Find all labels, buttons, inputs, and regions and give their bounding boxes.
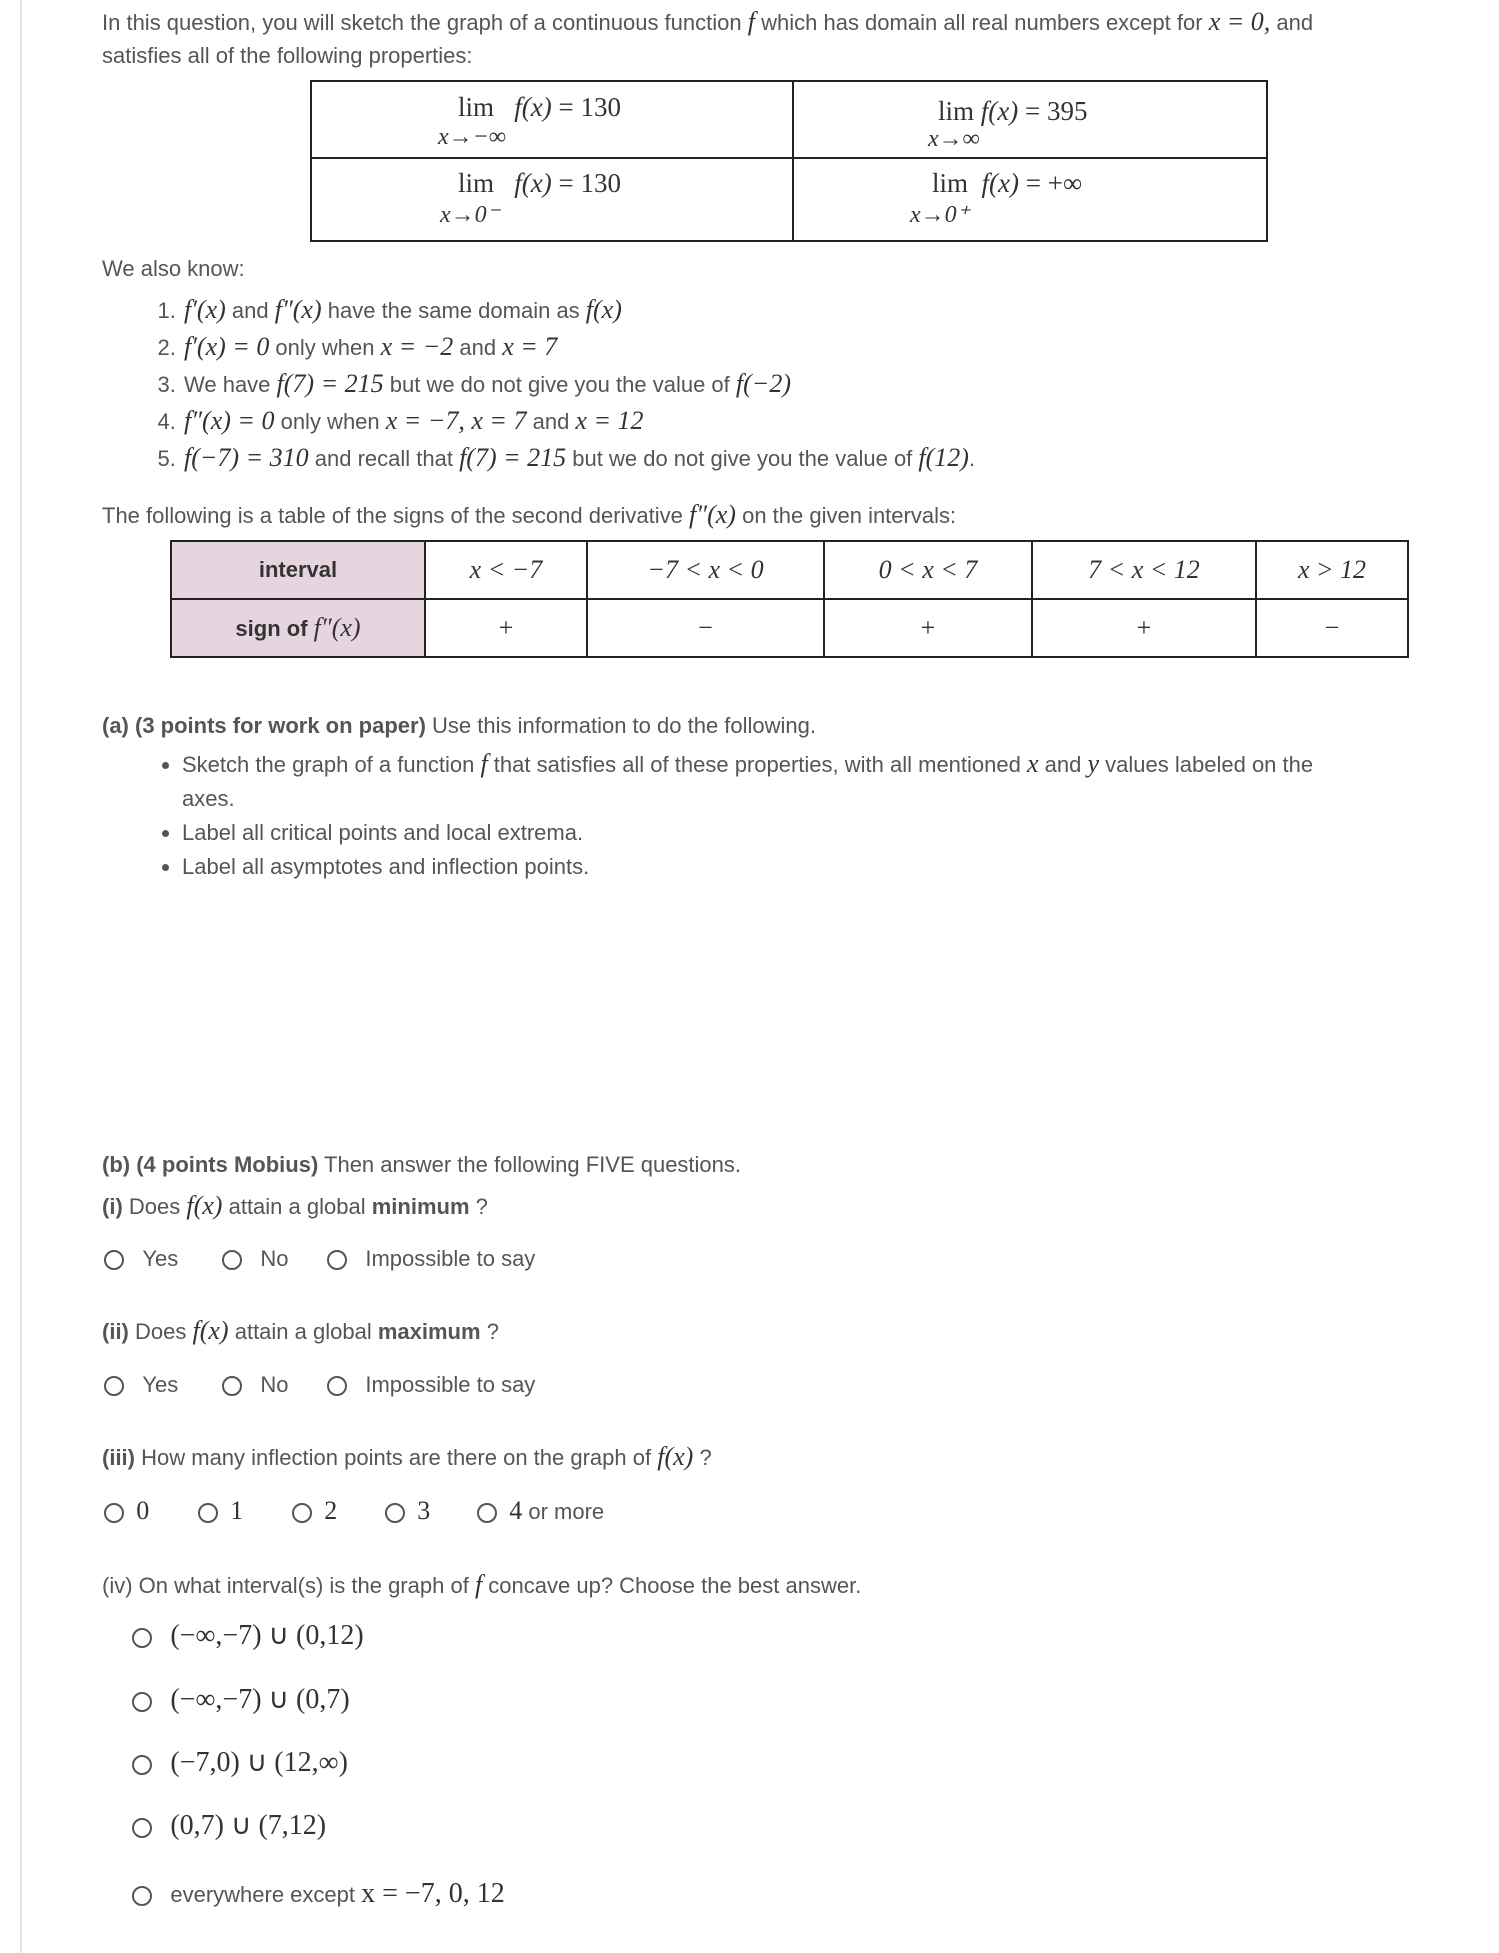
sign-cell: +	[824, 599, 1032, 657]
also-know-heading: We also know:	[102, 256, 245, 281]
q3-option-3[interactable]: 3	[385, 1496, 430, 1526]
q4-option-5[interactable]: everywhere except x = −7, 0, 12	[132, 1878, 505, 1910]
sign-header: sign of f″(x)	[171, 599, 425, 657]
q2-option-impossible[interactable]: Impossible to say	[327, 1372, 535, 1398]
q2-option-yes[interactable]: Yes	[104, 1372, 178, 1398]
part-a-heading: (a) (3 points for work on paper) Use this information to do the following.	[102, 713, 817, 738]
left-margin-rule	[20, 0, 22, 1953]
second-derivative-sign-table	[170, 540, 1409, 658]
limit-zero-left: lim f(x) = 130 x→0⁻	[440, 168, 621, 228]
radio-button[interactable]	[104, 1503, 124, 1523]
q1-option-yes[interactable]: Yes	[104, 1246, 178, 1272]
question-concave-up: (iv) On what interval(s) is the graph of f concave up? Choose the best answer.	[102, 1570, 862, 1599]
q3-option-4-or-more[interactable]: 4 or more	[477, 1496, 604, 1526]
interval-cell: 0 < x < 7	[824, 541, 1032, 599]
facts-list	[140, 292, 975, 477]
sign-cell: −	[1256, 599, 1408, 657]
radio-button[interactable]	[198, 1503, 218, 1523]
q1-option-impossible[interactable]: Impossible to say	[327, 1246, 535, 1272]
part-b-heading: (b) (4 points Mobius) Then answer the following FIVE questions.	[102, 1152, 742, 1177]
task-sketch: • Sketch the graph of a function f that satisfies all of these properties, with all mentioned x and y values labeled on the axes.	[182, 747, 1313, 816]
radio-button[interactable]	[132, 1628, 152, 1648]
radio-button[interactable]	[222, 1250, 242, 1270]
signs-intro: The following is a table of the signs of the second derivative f″(x) on the given intervals:	[102, 500, 957, 529]
sign-cell: +	[1032, 599, 1256, 657]
radio-button[interactable]	[327, 1376, 347, 1396]
sign-cell: +	[425, 599, 587, 657]
q3-option-1[interactable]: 1	[198, 1496, 243, 1526]
task-asymptotes: • Label all asymptotes and inflection points.	[182, 850, 1313, 884]
interval-cell: x < −7	[425, 541, 587, 599]
limit-zero-right: lim f(x) = +∞ x→0⁺	[910, 168, 1083, 228]
intro-line-1: In this question, you will sketch the graph of a continuous function f which has domain all real numbers except for x = 0, and	[102, 7, 1314, 36]
fact-5: 5. f(−7) = 310 and recall that f(7) = 215 but we do not give you the value of f(12).	[182, 440, 975, 477]
q3-option-2[interactable]: 2	[292, 1496, 337, 1526]
fact-2: 2. f′(x) = 0 only when x = −2 and x = 7	[182, 329, 975, 366]
radio-button[interactable]	[222, 1376, 242, 1396]
sign-row	[171, 599, 1408, 657]
radio-button[interactable]	[477, 1503, 497, 1523]
q1-option-no[interactable]: No	[222, 1246, 288, 1272]
radio-button[interactable]	[385, 1503, 405, 1523]
fact-4: 4. f″(x) = 0 only when x = −7, x = 7 and x = 12	[182, 403, 975, 440]
q4-option-4[interactable]: (0,7) ∪ (7,12)	[132, 1808, 326, 1842]
radio-button[interactable]	[132, 1886, 152, 1906]
radio-button[interactable]	[327, 1250, 347, 1270]
radio-button[interactable]	[132, 1755, 152, 1775]
radio-button[interactable]	[104, 1376, 124, 1396]
part-a-tasks	[140, 747, 1313, 884]
interval-cell: 7 < x < 12	[1032, 541, 1256, 599]
limits-table	[310, 80, 1268, 242]
fact-3: 3. We have f(7) = 215 but we do not give you the value of f(−2)	[182, 366, 975, 403]
q2-option-no[interactable]: No	[222, 1372, 288, 1398]
interval-cell: −7 < x < 0	[587, 541, 824, 599]
radio-button[interactable]	[292, 1503, 312, 1523]
q4-option-2[interactable]: (−∞,−7) ∪ (0,7)	[132, 1682, 350, 1716]
radio-button[interactable]	[104, 1250, 124, 1270]
question-inflection-count: (iii) How many inflection points are there on the graph of f(x) ?	[102, 1442, 712, 1471]
limit-neg-infinity: lim f(x) = 130 x→−∞	[438, 92, 621, 150]
radio-button[interactable]	[132, 1692, 152, 1712]
sign-cell: −	[587, 599, 824, 657]
question-global-maximum: (ii) Does f(x) attain a global maximum ?	[102, 1316, 499, 1345]
task-critical-points: • Label all critical points and local extrema.	[182, 816, 1313, 850]
q4-option-3[interactable]: (−7,0) ∪ (12,∞)	[132, 1745, 348, 1779]
fact-1: 1. f′(x) and f″(x) have the same domain as f(x)	[182, 292, 975, 329]
radio-button[interactable]	[132, 1818, 152, 1838]
limit-pos-infinity: lim f(x) = 395 x→∞	[928, 96, 1088, 152]
intro-line-2: satisfies all of the following properties:	[102, 43, 473, 68]
question-global-minimum: (i) Does f(x) attain a global minimum ?	[102, 1191, 488, 1220]
interval-row	[171, 541, 1408, 599]
q3-option-0[interactable]: 0	[104, 1496, 149, 1526]
interval-cell: x > 12	[1256, 541, 1408, 599]
q4-option-1[interactable]: (−∞,−7) ∪ (0,12)	[132, 1618, 364, 1652]
interval-header: interval	[171, 541, 425, 599]
